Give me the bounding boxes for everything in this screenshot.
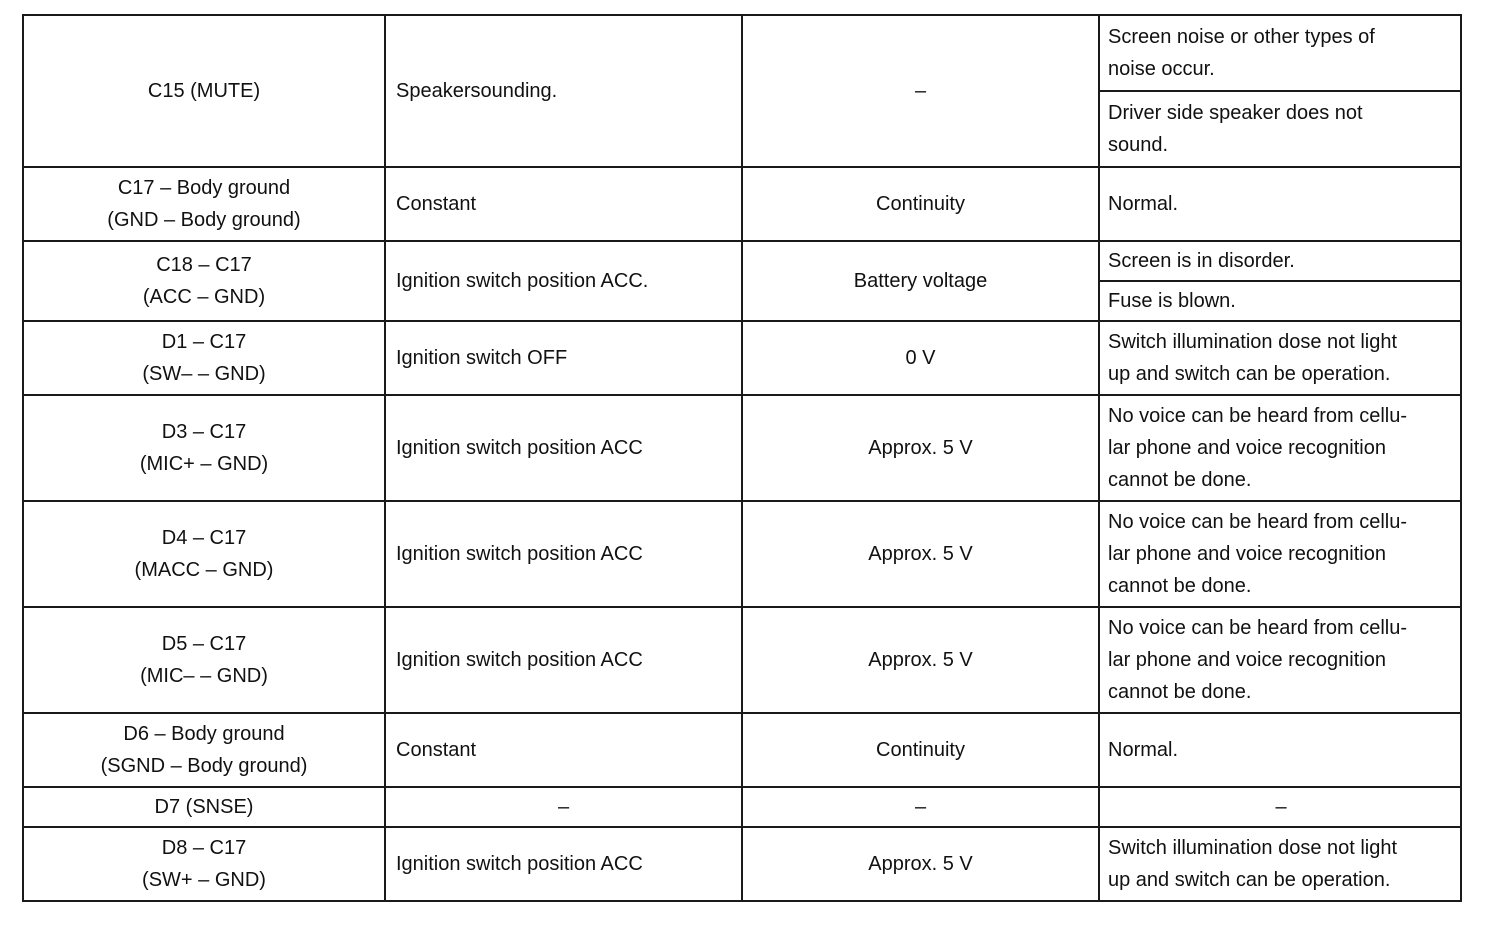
table-row-d3: [23, 395, 1461, 501]
result-cell: [1099, 787, 1461, 827]
result-line: lar phone and voice recognition: [1108, 649, 1386, 671]
terminal-label: (MIC– – GND): [140, 665, 268, 687]
result-line: cannot be done.: [1108, 469, 1252, 491]
result-line: Switch illumination dose not light: [1108, 837, 1398, 859]
result-line: Normal.: [1108, 193, 1179, 215]
terminal-label: C15 (MUTE): [147, 80, 261, 102]
value-cell: Continuity: [742, 167, 1099, 241]
value-cell: Approx. 5 V: [742, 395, 1099, 501]
result-cell: [1099, 827, 1461, 901]
result-cell: [1099, 241, 1461, 281]
result-line: noise occur.: [1108, 58, 1215, 80]
terminal-label: D8 – C17: [161, 837, 247, 859]
result-cell: [1099, 395, 1461, 501]
condition-cell: Speakersounding.: [385, 15, 742, 167]
table-row-d4: [23, 501, 1461, 607]
terminal-inspection-table: [22, 14, 1462, 902]
terminal-cell: [23, 501, 385, 607]
condition-cell: Constant: [385, 167, 742, 241]
result-line: Screen is in disorder.: [1108, 250, 1295, 272]
terminal-label: D7 (SNSE): [154, 796, 254, 818]
terminal-cell: [23, 321, 385, 395]
terminal-cell: [23, 713, 385, 787]
condition-cell: Ignition switch OFF: [385, 321, 742, 395]
result-line: lar phone and voice recognition: [1108, 437, 1386, 459]
result-line: up and switch can be operation.: [1108, 363, 1391, 385]
result-line: Screen noise or other types of: [1108, 26, 1375, 48]
terminal-label: D5 – C17: [161, 633, 247, 655]
result-line: cannot be done.: [1108, 681, 1252, 703]
table-row-d8: [23, 827, 1461, 901]
result-line: Driver side speaker does not: [1108, 102, 1363, 124]
result-line: lar phone and voice recognition: [1108, 543, 1386, 565]
result-cell: [1099, 501, 1461, 607]
result-line: Fuse is blown.: [1108, 290, 1236, 312]
terminal-label: (ACC – GND): [142, 286, 266, 308]
condition-cell: Constant: [385, 713, 742, 787]
terminal-label: (MIC+ – GND): [139, 453, 269, 475]
terminal-label: (SW+ – GND): [142, 869, 266, 891]
result-line: No voice can be heard from cellu-: [1108, 511, 1408, 533]
result-cell: [1099, 713, 1461, 787]
result-line: sound.: [1108, 134, 1169, 156]
terminal-cell: [23, 607, 385, 713]
result-line: –: [1275, 796, 1287, 818]
value-cell: 0 V: [742, 321, 1099, 395]
condition-cell: Ignition switch position ACC: [385, 501, 742, 607]
condition-cell: Ignition switch position ACC: [385, 395, 742, 501]
value-cell: –: [742, 15, 1099, 167]
table-row-c17: [23, 167, 1461, 241]
table-row-c15: [23, 15, 1461, 91]
value-cell: –: [742, 787, 1099, 827]
table-row-d1: [23, 321, 1461, 395]
result-line: cannot be done.: [1108, 575, 1252, 597]
result-cell: [1099, 15, 1461, 91]
terminal-label: D4 – C17: [161, 527, 247, 549]
condition-cell: –: [385, 787, 742, 827]
terminal-cell: [23, 787, 385, 827]
result-line: Normal.: [1108, 739, 1179, 761]
value-cell: Approx. 5 V: [742, 501, 1099, 607]
value-cell: Approx. 5 V: [742, 607, 1099, 713]
result-cell: [1099, 281, 1461, 321]
result-line: up and switch can be operation.: [1108, 869, 1391, 891]
result-line: No voice can be heard from cellu-: [1108, 405, 1408, 427]
terminal-cell: [23, 241, 385, 321]
terminal-cell: [23, 15, 385, 167]
result-line: Switch illumination dose not light: [1108, 331, 1398, 353]
terminal-cell: [23, 827, 385, 901]
result-line: No voice can be heard from cellu-: [1108, 617, 1408, 639]
result-cell: [1099, 91, 1461, 167]
value-cell: Continuity: [742, 713, 1099, 787]
terminal-label: D3 – C17: [161, 421, 247, 443]
table-row-d6: [23, 713, 1461, 787]
condition-cell: Ignition switch position ACC: [385, 607, 742, 713]
value-cell: Approx. 5 V: [742, 827, 1099, 901]
table-row-d5: [23, 607, 1461, 713]
table-row-c18: [23, 241, 1461, 281]
terminal-label: D1 – C17: [161, 331, 247, 353]
value-cell: Battery voltage: [742, 241, 1099, 321]
terminal-label: (MACC – GND): [134, 559, 274, 581]
terminal-label: (GND – Body ground): [107, 209, 301, 231]
terminal-cell: [23, 167, 385, 241]
terminal-label: C17 – Body ground: [117, 177, 291, 199]
result-cell: [1099, 607, 1461, 713]
result-cell: [1099, 321, 1461, 395]
condition-cell: Ignition switch position ACC.: [385, 241, 742, 321]
terminal-label: C18 – C17: [156, 254, 252, 276]
table-row-d7: [23, 787, 1461, 827]
terminal-label: (SGND – Body ground): [100, 755, 308, 777]
terminal-label: D6 – Body ground: [123, 723, 285, 745]
terminal-label: (SW– – GND): [142, 363, 266, 385]
condition-cell: Ignition switch position ACC: [385, 827, 742, 901]
terminal-cell: [23, 395, 385, 501]
result-cell: [1099, 167, 1461, 241]
